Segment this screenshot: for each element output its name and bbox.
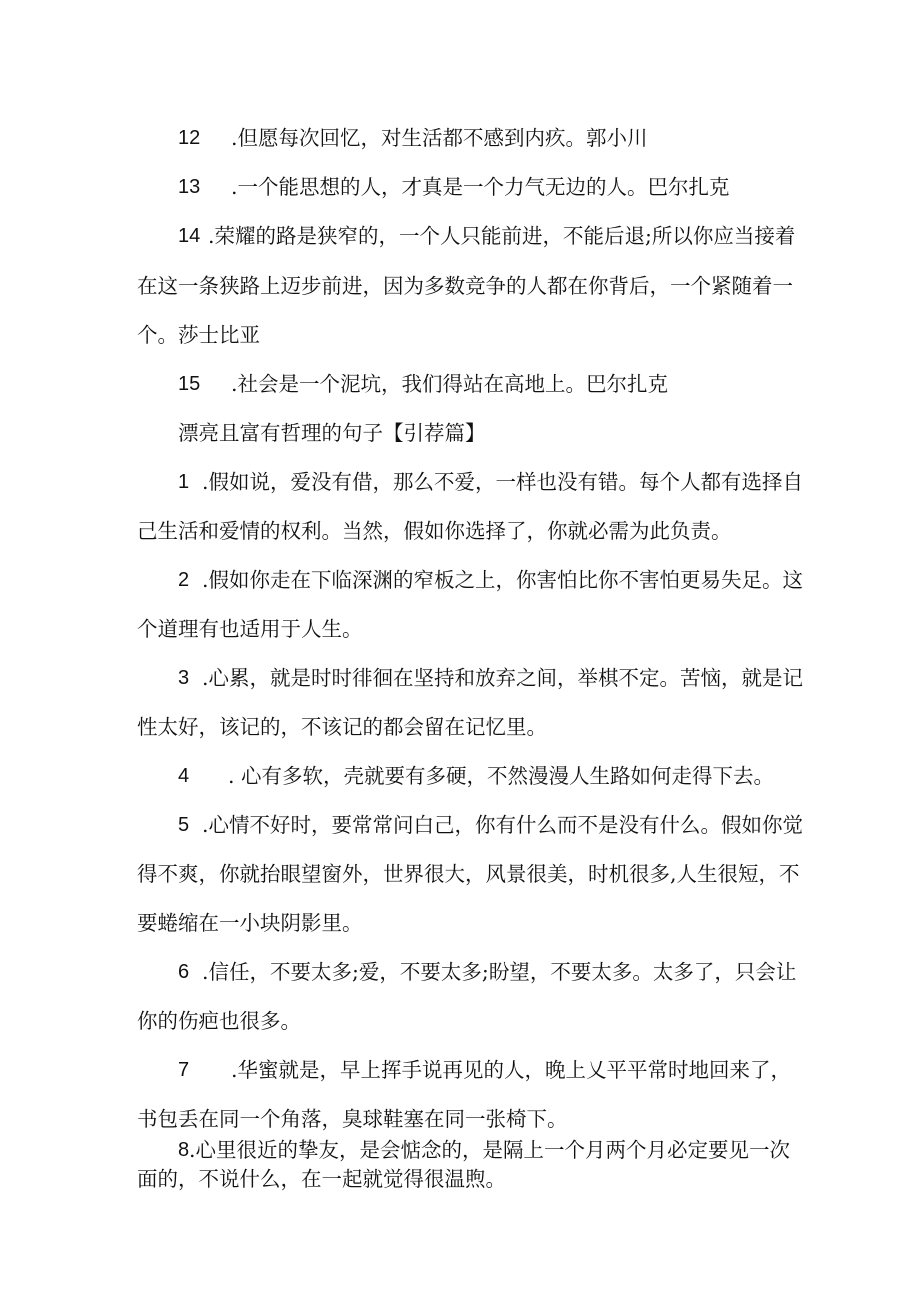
item-number: 3 [178,667,190,689]
item-text: 性太好，该记的，不该记的都会留在记忆里。 [137,715,547,739]
item-text: .华蜜就是，早上挥手说再见的人，晚上乂平平常时地回来了， [231,1058,792,1082]
item-text: .心累，就是时时徘徊在坚持和放弃之间，举棋不定。苦恼，就是记 [202,666,804,690]
entry-text: 个。莎士比亚 [137,323,260,347]
item-text: 你的伤疤也很多。 [137,1009,301,1033]
item-text: . 心有多软，壳就要有多硬，不然漫漫人生路如何走得下去。 [228,764,775,788]
entry-number: 14 [178,225,201,247]
item-number: 6 [178,961,190,983]
item-text: 得不爽，你就抬眼望窗外，世界很大，风景很美，时机很多,人生很短，不 [137,862,800,886]
item-text: 书包丢在同一个角落，臭球鞋塞在同一张椅下。 [137,1107,568,1131]
item-text: .心里很近的挚友，是会惦念的，是隔上一个月两个月必定要见一次 [189,1138,791,1162]
item-text: .假如说，爱没有借，那么不爱，一样也没有错。每个人都有选择自 [202,470,804,494]
item-text: .心情不好时，要常常问白己，你有什么而不是没有什么。假如你觉 [202,813,804,837]
item-text: 己生活和爱情的权利。当然，假如你选择了，你就必需为此负责。 [137,519,732,543]
item-text: 面的，不说什么，在一起就觉得很温煦。 [137,1167,506,1191]
item-number: 7 [178,1059,190,1081]
entry-number: 15 [178,373,201,395]
entry-number: 13 [178,176,201,198]
item-text: 要蜷缩在一小块阴影里。 [137,911,363,935]
entry-text: .社会是一个泥坑，我们得站在高地上。巴尔扎克 [231,372,669,396]
entry-text: 在这一条狭路上迈步前进，因为多数竞争的人都在你背后，一个紧随着一 [137,274,793,298]
item-number: 2 [178,569,190,591]
item-text: .信任，不要太多;爱，不要太多;盼望，不要太多。太多了，只会让 [202,960,797,984]
item-number: 4 [178,765,190,787]
item-number: 5 [178,814,190,836]
entry-text: .一个能思想的人，才真是一个力气无边的人。巴尔扎克 [231,175,730,199]
item-number: 8 [178,1139,190,1161]
item-text: 个道理有也适用于人生。 [137,617,363,641]
entry-text: .荣耀的路是狭窄的，一个人只能前进，不能后退;所以你应当接着 [208,224,796,248]
entry-text: .但愿每次回忆，对生活都不感到内疚。郭小川 [231,126,648,150]
section-heading: 漂亮且富有哲理的句子【引荐篇】 [178,421,486,445]
entry-number: 12 [178,127,201,149]
item-text: .假如你走在下临深渊的窄板之上，你害怕比你不害怕更易失足。这 [202,568,804,592]
item-number: 1 [178,471,190,493]
